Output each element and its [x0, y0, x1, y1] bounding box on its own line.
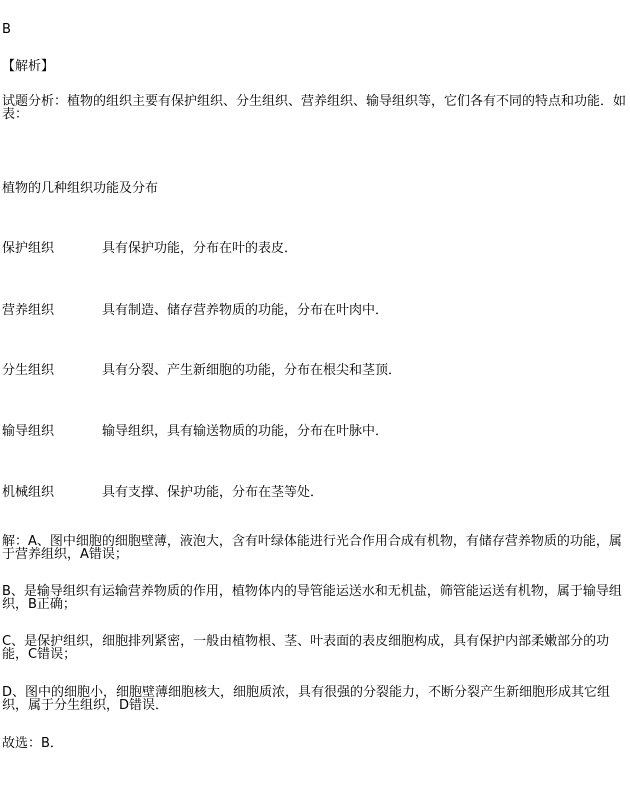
tissue-row [2, 485, 626, 501]
table-title: 植物的几种组织功能及分布 [2, 181, 159, 196]
tissue-name: 机械组织 [2, 485, 55, 500]
intro-paragraph: 试题分析：植物的组织主要有保护组织、分生组织、营养组织、输导组织等，它们各有不同的特点和功能．如表： [2, 94, 627, 122]
tissue-row [2, 303, 626, 319]
tissue-name: 保护组织 [2, 241, 55, 256]
tissue-desc: 具有支撑、保护功能，分布在茎等处． [102, 485, 324, 500]
explanation-d: D、图中的细胞小，细胞壁薄细胞核大，细胞质浓，具有很强的分裂能力，不断分裂产生新细胞形成其它组织，属于分生组织，D错误． [2, 685, 611, 713]
tissue-name: 输导组织 [2, 424, 55, 439]
explanation-c: C、是保护组织，细胞排列紧密，一般由植物根、茎、叶表面的表皮细胞构成，具有保护内部柔嫩部分的功能，C错误； [2, 634, 610, 662]
explanation-b: B、是输导组织有运输营养物质的作用，植物体内的导管能运送水和无机盐，筛管能运送有机物，属于输导组织，B正确； [2, 584, 622, 612]
tissue-desc: 具有保护功能，分布在叶的表皮． [102, 241, 298, 256]
explanation-a: 解：A、图中细胞的细胞壁薄，液泡大，含有叶绿体能进行光合作用合成有机物，有储存营养物质的功能，属于营养组织，A错误； [2, 534, 622, 562]
tissue-name: 营养组织 [2, 303, 55, 318]
tissue-desc: 具有分裂、产生新细胞的功能，分布在根尖和茎顶． [102, 363, 402, 378]
tissue-desc: 具有制造、储存营养物质的功能，分布在叶肉中． [102, 303, 389, 318]
tissue-name: 分生组织 [2, 363, 55, 378]
tissue-desc: 输导组织，具有输送物质的功能，分布在叶脉中． [102, 424, 389, 439]
answer-text: B [2, 22, 11, 37]
conclusion-text: 故选：B． [2, 736, 63, 751]
tissue-row [2, 424, 626, 440]
tissue-row [2, 241, 626, 257]
tissue-row [2, 363, 626, 379]
analysis-heading: 【解析】 [2, 59, 55, 74]
